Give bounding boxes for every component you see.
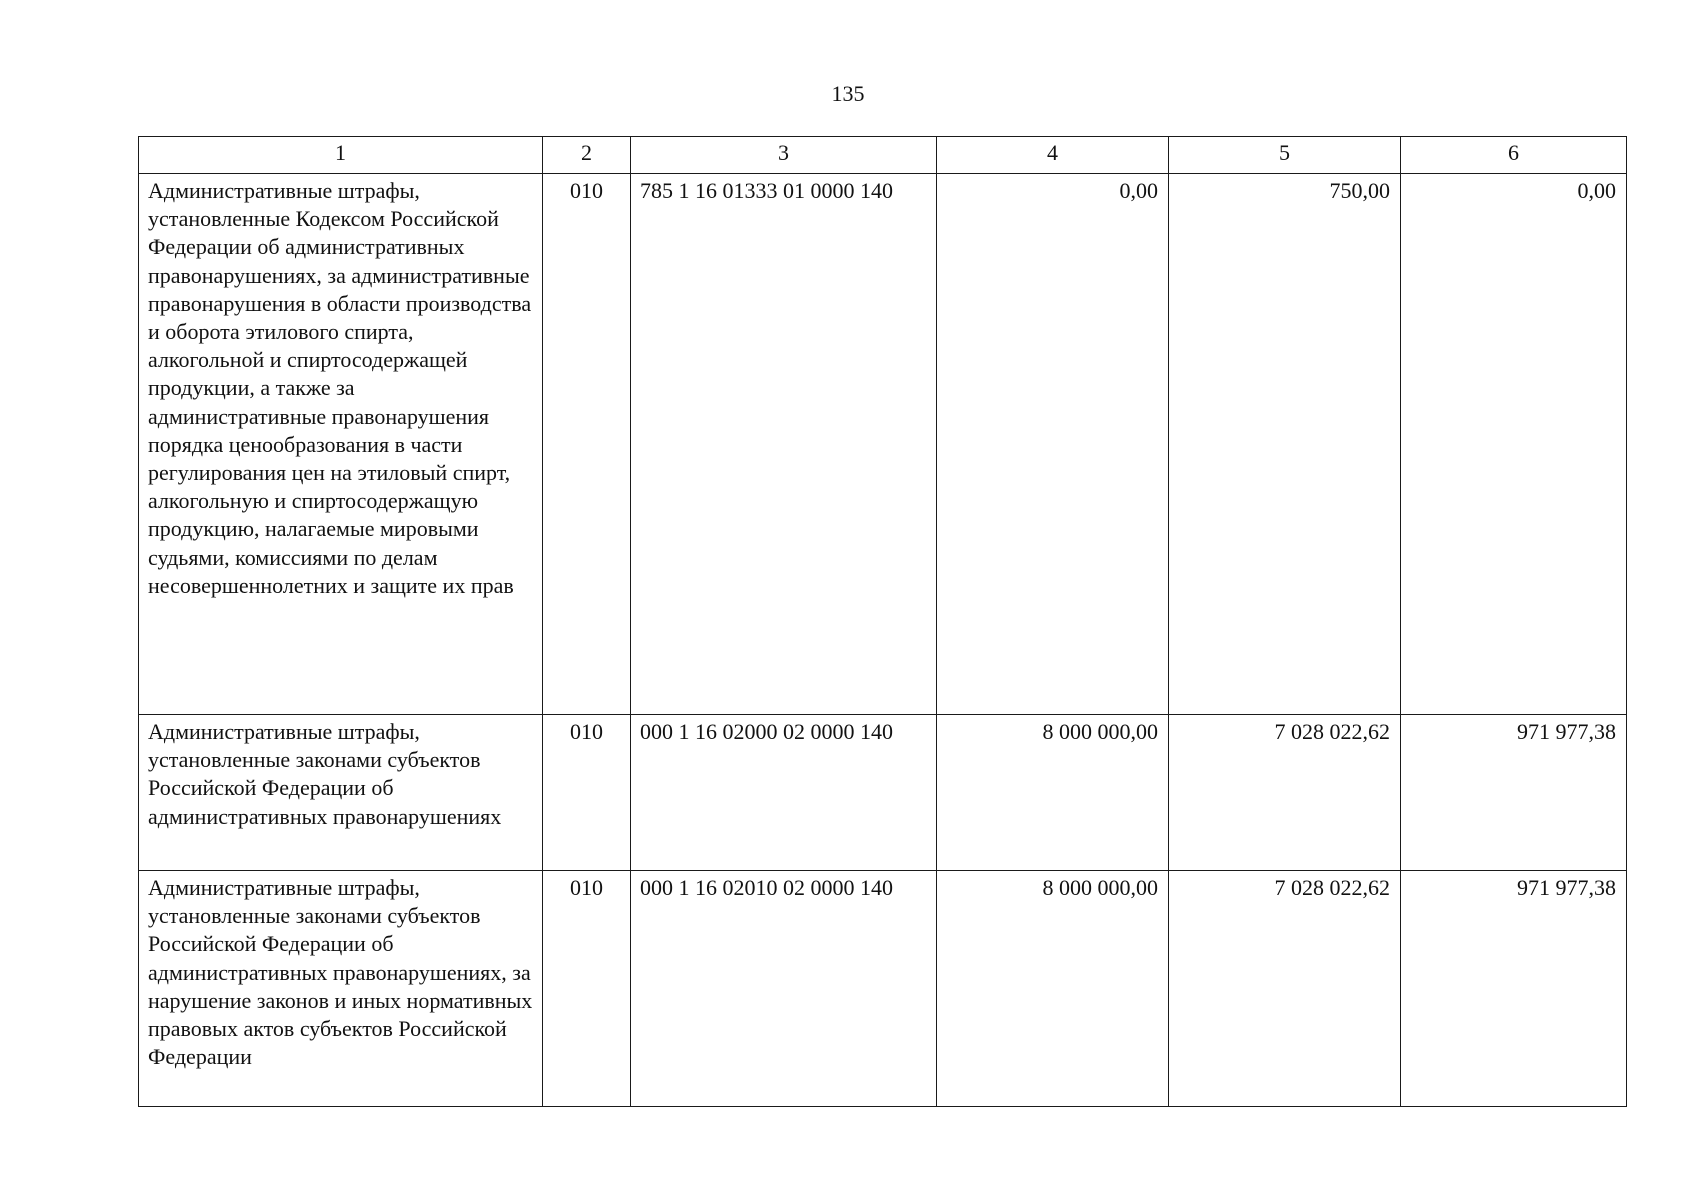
page-number: 135 (831, 81, 865, 106)
row-budget-code: 000 1 16 02010 02 0000 140 (631, 871, 937, 1107)
row-value-col6: 0,00 (1401, 174, 1627, 715)
row-admin-code: 010 (543, 871, 631, 1107)
row-value-col6: 971 977,38 (1401, 715, 1627, 871)
header-row (139, 137, 1627, 174)
row-name: Административные штрафы, установленные законами субъектов Российской Федерации об административных правонарушениях (139, 715, 543, 871)
row-value-col4: 8 000 000,00 (937, 715, 1169, 871)
row-budget-code: 785 1 16 01333 01 0000 140 (631, 174, 937, 715)
header-col-2: 2 (543, 137, 631, 174)
header-col-5: 5 (1169, 137, 1401, 174)
row-value-col4: 0,00 (937, 174, 1169, 715)
row-value-col5: 7 028 022,62 (1169, 715, 1401, 871)
header-col-1: 1 (139, 137, 543, 174)
header-col-3: 3 (631, 137, 937, 174)
row-value-col5: 7 028 022,62 (1169, 871, 1401, 1107)
header-col-6: 6 (1401, 137, 1627, 174)
table-row (139, 871, 1627, 1107)
table-header (139, 137, 1627, 174)
row-value-col4: 8 000 000,00 (937, 871, 1169, 1107)
row-admin-code: 010 (543, 174, 631, 715)
table-row (139, 174, 1627, 715)
budget-table (138, 136, 1627, 1107)
row-value-col5: 750,00 (1169, 174, 1401, 715)
row-value-col6: 971 977,38 (1401, 871, 1627, 1107)
row-name: Административные штрафы, установленные Кодексом Российской Федерации об административных правонарушениях, за административные правонарушения в области производства и оборота этилового спирта, алкогольной и спиртосодержащей продукции, а также за административные правонарушения порядка ценообразования в части регулирования цен на этиловый спирт, алкогольную и спиртосодержащую продукцию, налагаемые мировыми судьями, комиссиями по делам несовершеннолетних и защите их прав (139, 174, 543, 715)
row-name: Административные штрафы, установленные законами субъектов Российской Федерации об административных правонарушениях, за нарушение законов и иных нормативных правовых актов субъектов Российской Федерации (139, 871, 543, 1107)
header-col-4: 4 (937, 137, 1169, 174)
table-body (139, 174, 1627, 1107)
table-row (139, 715, 1627, 871)
row-budget-code: 000 1 16 02000 02 0000 140 (631, 715, 937, 871)
row-admin-code: 010 (543, 715, 631, 871)
